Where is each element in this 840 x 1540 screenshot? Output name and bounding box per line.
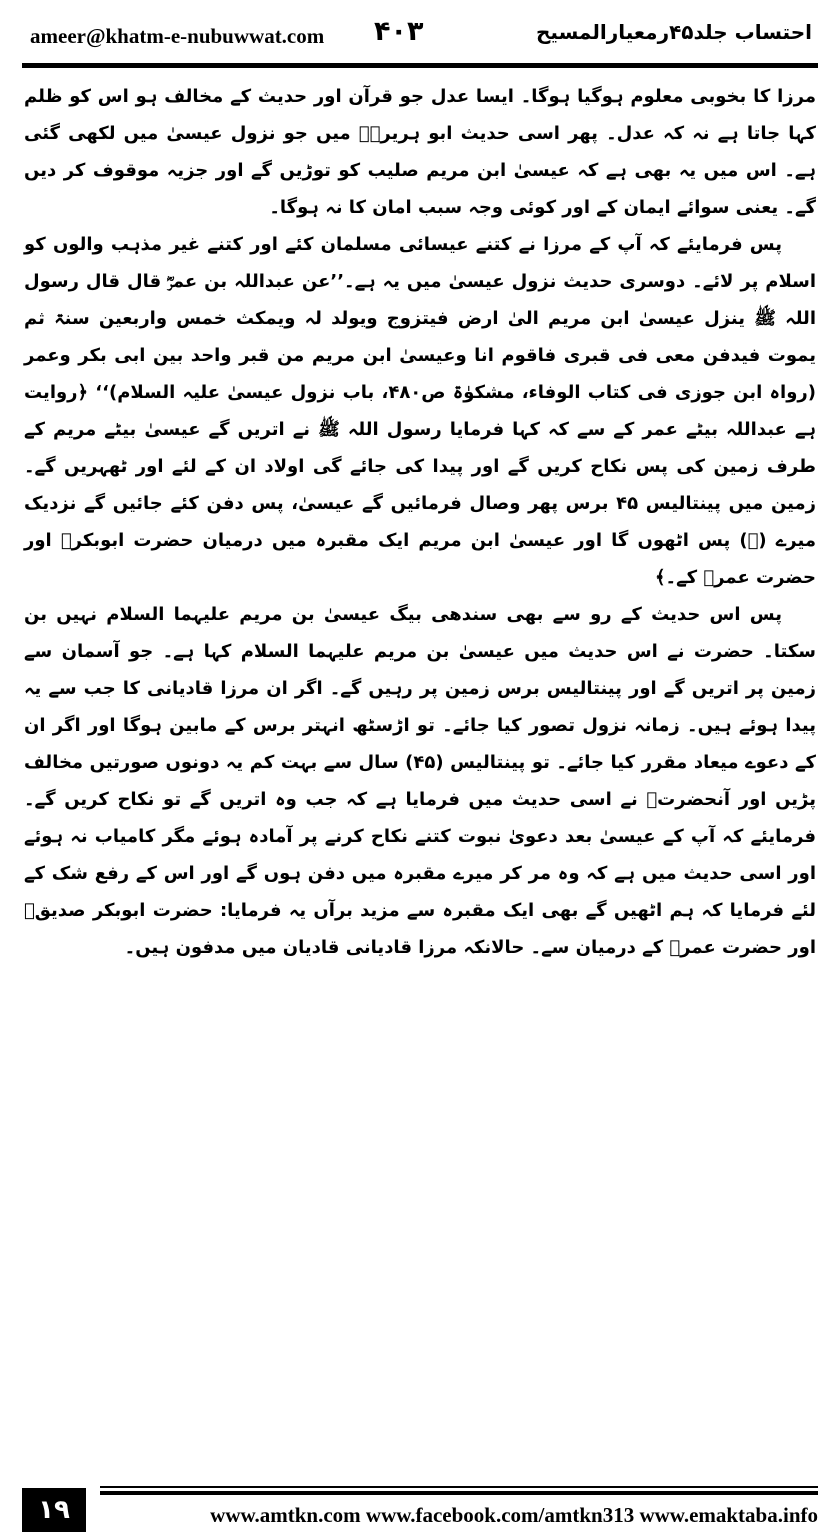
header-email[interactable]: ameer@khatm-e-nubuwwat.com bbox=[30, 24, 325, 48]
page-body bbox=[24, 78, 816, 1476]
paragraph-2: پس فرمایئے کہ آپ کے مرزا نے کتنے عیسائی مسلمان کئے اور کتنے غیر مذہب والوں کو اسلام پر لائے۔ دوسری حدیث نزول عیسیٰ میں یہ ہے۔’’عن عبداللہ بن عمرؓ قال قال رسول اللہ ﷺ ینزل عیسیٰ ابن مریم الیٰ ارض فیتزوج ویولد لہ ویمکث خمس واربعین سنۃ ثم یموت فیدفن معی فی قبری فاقوم انا وعیسیٰ ابن مریم من قبر واحد بین ابی بکر وعمر (رواہ ابن جوزی فی کتاب الوفاء، مشکوٰۃ ص۴۸۰، باب نزول عیسیٰ علیہ السلام)‘‘ ﴿روایت ہے عبداللہ بیٹے عمر کے سے کہ کہا فرمایا رسول اللہ ﷺ نے اتریں گے عیسیٰ بیٹے مریم کے طرف زمین کی پس نکاح کریں گے اور پیدا کی جائے گی اولاد ان کے لئے اور ٹھہریں گے۔ زمین میں پینتالیس ۴۵ برس پھر وصال فرمائیں گے عیسیٰ، پس دفن کئے جائیں گے نزدیک میرے (ﷺ) پس اٹھوں گا اور عیسیٰ ابن مریم ایک مقبرہ میں درمیان حضرت ابوبکرؓ اور حضرت عمرؓ کے۔﴾ bbox=[24, 234, 817, 588]
footer-page-number: ۱۹ bbox=[22, 1488, 86, 1532]
footer-rule-thick bbox=[100, 1491, 818, 1495]
paragraph-3: پس اس حدیث کے رو سے بھی سندھی بیگ عیسیٰ بن مریم علیہما السلام نہیں بن سکتا۔ حضرت نے اس حدیث میں عیسیٰ بن مریم علیہما السلام کہا ہے۔ جو آسمان سے زمین پر اتریں گے اور پینتالیس برس زمین پر رہیں گے۔ اگر ان مرزا قادیانی کا جب سے یہ پیدا ہوئے ہیں۔ زمانہ نزول تصور کیا جائے۔ تو اڑسٹھ انہتر برس کے مابین ہوگا اور اگر ان کے دعوے میعاد مقرر کیا جائے۔ تو پینتالیس (۴۵) سال سے بہت کم یہ دونوں صورتیں مخالف پڑیں اور آنحضرتﷺ نے اسی حدیث میں فرمایا ہے کہ جب وہ اتریں گے تو نکاح کریں گے۔ فرمایئے کہ آپ کے عیسیٰ بعد دعویٰ نبوت کتنے نکاح کرنے پر آمادہ ہوئے مگر کامیاب نہ ہوئے اور اسی حدیث میں ہے کہ وہ مر کر میرے مقبرہ میں دفن ہوں گے اور اس کے رفع شک کے لئے فرمایا کہ ہم اٹھیں گے بھی ایک مقبرہ سے مزید برآں یہ فرمایا: حضرت ابوبکر صدیقؓ اور حضرت عمرؓ کے درمیان سے۔ حالانکہ مرزا قادیانی قادیان میں مدفون ہیں۔ bbox=[24, 604, 816, 958]
header-rule bbox=[22, 63, 818, 68]
footer-rule-thin bbox=[100, 1486, 818, 1488]
header-running-title: احتساب جلد۴۵رمعیارالمسیح bbox=[536, 20, 812, 44]
paragraph-1: مرزا کا بخوبی معلوم ہوگیا ہوگا۔ ایسا عدل جو قرآن اور حدیث کے مخالف ہو اس کو ظلم کہا جاتا ہے نہ کہ عدل۔ پھر اسی حدیث ابو ہریرہؓ میں جو نزول عیسیٰ میں لکھی گئی ہے۔ اس میں یہ بھی ہے کہ عیسیٰ ابن مریم صلیب کو توڑیں گے اور جزیہ موقوف کر دیں گے۔ یعنی سوائے ایمان کے اور کوئی وجہ سبب امان کا نہ ہوگا۔ bbox=[24, 86, 816, 218]
footer-links[interactable]: www.amtkn.com www.facebook.com/amtkn313 www.emaktaba.info bbox=[210, 1503, 818, 1527]
header-page-number: ۴۰۳ bbox=[374, 16, 424, 47]
page-header bbox=[22, 10, 818, 60]
